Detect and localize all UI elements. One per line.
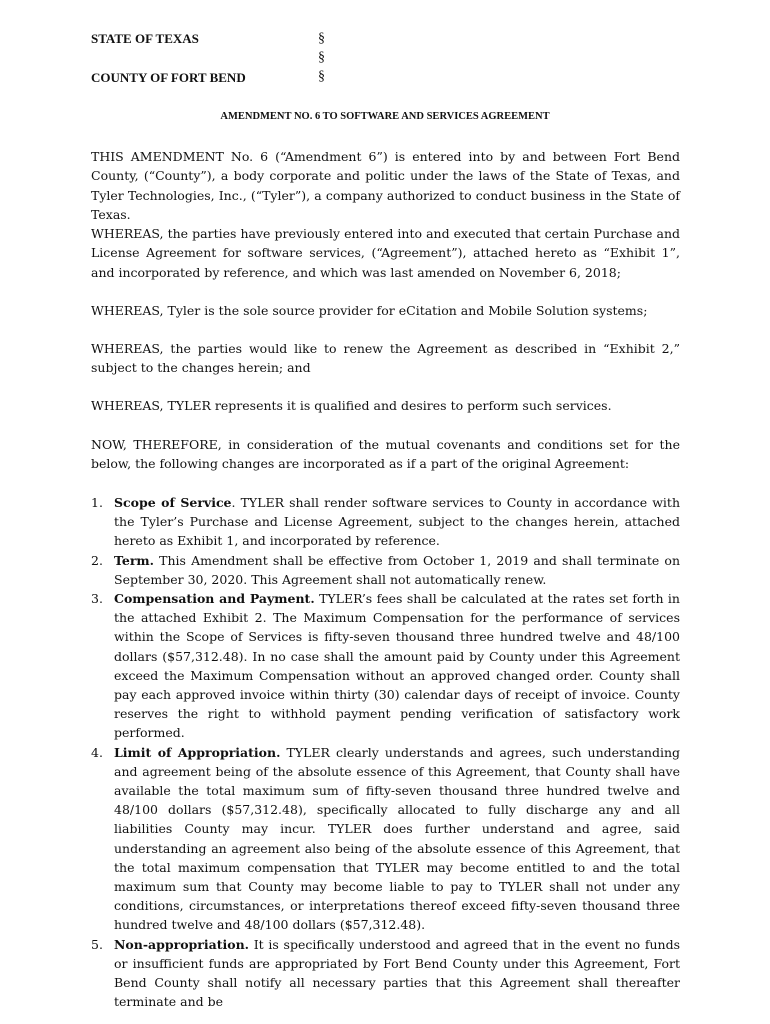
whereas-paragraph: WHEREAS, Tyler is the sole source provider for eCitation and Mobile Solution systems; (91, 303, 648, 318)
clause-text: TYLER’s fees shall be calculated at the rates set forth in the attached Exhibit 2. The Maximum Compensation for the performance of services within the Scope of Services is fifty-seven thousand three hundred twelve and 48/100 dollars ($57,312.48). In no case shall the amount paid by County under this Agreement exceed the Maximum Compensation without an approved changed order. County shall pay each approved invoice within thirty (30) calendar days of receipt of invoice. County reserves the right to withhold payment pending verification of satisfactory work performed. (114, 591, 680, 741)
caption-state: STATE OF TEXAS (91, 31, 199, 46)
clause-number: 4. (91, 744, 103, 760)
clause-heading: Non-appropriation. (114, 936, 250, 952)
clause-number: 3. (91, 591, 103, 607)
clause-number: 2. (91, 552, 103, 568)
amendment-clauses (91, 493, 680, 1011)
clause-compensation (91, 589, 680, 743)
clause-heading: Compensation and Payment. (114, 591, 315, 607)
clause-text: TYLER clearly understands and agrees, such understanding and agreement being of the absolute essence of this Agreement, that County shall have available the total maximum sum of fifty-seven thousand three hundred twelve and 48/100 dollars ($57,312.48), specifically allocated to fully discharge any and all liabilities County may incur. TYLER does further understand and agree, said understanding an agreement also being of the absolute essence of this Agreement, that the total maximum compensation that TYLER may become entitled to and the total maximum sum that County may become liable to pay to TYLER shall not under any conditions, circumstances, or interpretations thereof exceed fifty-seven thousand three hundred twelve and 48/100 dollars ($57,312.48). (114, 744, 681, 933)
clause-text: This Amendment shall be effective from October 1, 2019 and shall terminate on September 30, 2020. This Agreement shall not automatically renew. (114, 552, 680, 587)
section-mark: § (318, 31, 325, 46)
whereas-paragraph: WHEREAS, the parties have previously entered into and executed that certain Purchase and License Agreement for software services, (“Agreement”), attached hereto as “Exhibit 1”, and incorporated by reference, and which was last amended on November 6, 2018; (91, 226, 680, 280)
clause-limit-of-appropriation (91, 743, 680, 935)
now-therefore-paragraph: NOW, THEREFORE, in consideration of the mutual covenants and conditions set for the below, the following changes are incorporated as if a part of the original Agreement: (91, 437, 680, 472)
clause-number: 5. (91, 936, 103, 952)
clause-non-appropriation (91, 935, 680, 1012)
intro-paragraph: THIS AMENDMENT No. 6 (“Amendment 6”) is entered into by and between Fort Bend County, (“County”), a body corporate and politic under the laws of the State of Texas, and Tyler Technologies, Inc., (“Tyler”), a company authorized to conduct business in the State of Texas. (91, 149, 680, 222)
clause-number: 1. (91, 495, 103, 510)
document-title: AMENDMENT NO. 6 TO SOFTWARE AND SERVICES AGREEMENT (220, 111, 550, 122)
clause-term (91, 551, 680, 589)
clause-text: . TYLER shall render software services to County in accordance with the Tyler’s Purchase and License Agreement, subject to the changes herein, attached hereto as Exhibit 1, and incorporated by reference. (114, 495, 681, 549)
clause-text: It is specifically understood and agreed that in the event no funds or insufficient funds are appropriated by Fort Bend County under this Agreement, Fort Bend County shall notify all necessary parties that this Agreement shall thereafter terminate and be (114, 936, 680, 1010)
clause-heading: Scope of Service (114, 495, 232, 510)
clause-scope-of-service (91, 493, 680, 551)
section-mark: § (318, 50, 325, 65)
clause-heading: Limit of Appropriation. (114, 744, 281, 760)
section-mark: § (318, 69, 325, 84)
clause-heading: Term. (114, 552, 154, 568)
whereas-paragraph: WHEREAS, the parties would like to renew the Agreement as described in “Exhibit 2,” subject to the changes herein; and (91, 341, 680, 376)
whereas-paragraph: WHEREAS, TYLER represents it is qualified and desires to perform such services. (91, 398, 612, 413)
caption-county: COUNTY OF FORT BEND (91, 70, 246, 85)
